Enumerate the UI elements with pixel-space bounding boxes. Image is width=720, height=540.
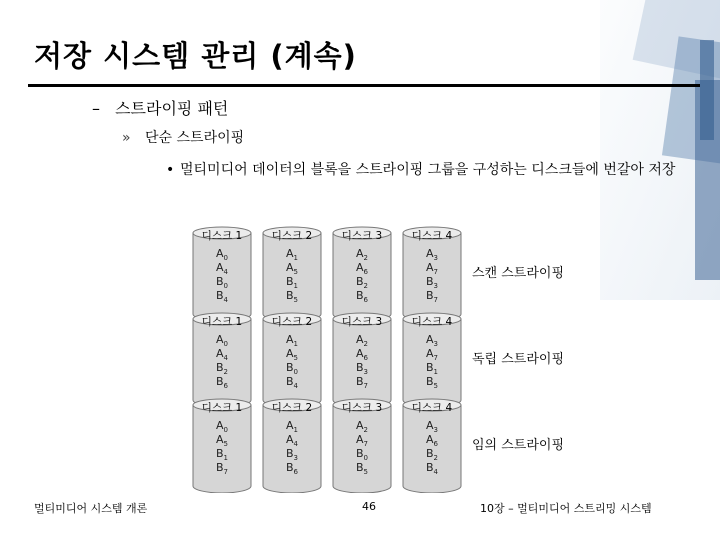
block-label: $A_1$	[286, 333, 298, 349]
dash-marker: –	[92, 99, 100, 118]
bullet-level2	[122, 127, 244, 147]
disk-label: 디스크 1	[201, 230, 243, 242]
block-label: $A_1$	[286, 419, 298, 435]
disk-cylinder	[262, 398, 322, 493]
block-label: $B_0$	[285, 361, 298, 377]
disk-label: 디스크 4	[411, 402, 453, 414]
block-label: $B_4$	[425, 461, 438, 477]
block-label: $B_1$	[285, 275, 298, 291]
disk-cylinder	[332, 398, 392, 493]
striping-scheme-label: 스캔 스트라이핑	[472, 266, 565, 281]
disk-label: 디스크 3	[341, 402, 383, 414]
disk-cylinder	[262, 312, 322, 407]
disk-cylinder	[402, 226, 462, 321]
disk-label: 디스크 2	[271, 316, 313, 328]
block-label: $A_7$	[426, 261, 438, 277]
block-label: $A_4$	[216, 261, 228, 277]
block-label: $B_2$	[425, 447, 438, 463]
block-label: $B_0$	[355, 447, 368, 463]
striping-scheme-label: 임의 스트라이핑	[472, 438, 565, 453]
disk-cylinder	[192, 398, 252, 493]
block-label: $B_5$	[355, 461, 368, 477]
disk-label: 디스크 4	[411, 316, 453, 328]
block-label: $A_0$	[216, 333, 228, 349]
block-label: $A_5$	[286, 347, 298, 363]
title-divider	[28, 84, 700, 87]
block-label: $A_6$	[356, 261, 368, 277]
block-label: $B_4$	[285, 375, 298, 391]
block-label: $A_0$	[216, 247, 228, 263]
block-label: $A_4$	[216, 347, 228, 363]
disk-label: 디스크 3	[341, 230, 383, 242]
block-label: $A_6$	[426, 433, 438, 449]
dot-marker: •	[166, 162, 175, 178]
block-label: $B_2$	[355, 275, 368, 291]
chevron-marker: »	[122, 130, 131, 146]
footer-chapter: 10장 – 멀티미디어 스트리밍 시스템	[480, 502, 652, 515]
block-label: $B_7$	[425, 289, 438, 305]
footer-page-number: 46	[362, 500, 376, 513]
disk-cylinder	[192, 226, 252, 321]
block-label: $B_3$	[425, 275, 438, 291]
disk-cylinder	[332, 226, 392, 321]
block-label: $B_0$	[215, 275, 228, 291]
block-label: $B_7$	[215, 461, 228, 477]
bullet-level1-text: 스트라이핑 패턴	[115, 99, 229, 118]
block-label: $A_1$	[286, 247, 298, 263]
disk-label: 디스크 3	[341, 316, 383, 328]
block-label: $B_1$	[425, 361, 438, 377]
block-label: $B_6$	[355, 289, 368, 305]
block-label: $A_3$	[426, 419, 438, 435]
block-label: $A_4$	[286, 433, 298, 449]
block-label: $A_3$	[426, 333, 438, 349]
disk-cylinder	[192, 312, 252, 407]
block-label: $B_7$	[355, 375, 368, 391]
disk-cylinder	[402, 398, 462, 493]
disk-label: 디스크 1	[201, 402, 243, 414]
disk-cylinder	[332, 312, 392, 407]
block-label: $A_0$	[216, 419, 228, 435]
disk-label: 디스크 2	[271, 230, 313, 242]
block-label: $B_6$	[215, 375, 228, 391]
block-label: $B_2$	[215, 361, 228, 377]
bullet-level2-text: 단순 스트라이핑	[145, 130, 245, 146]
corner-decoration	[600, 0, 720, 300]
block-label: $B_6$	[285, 461, 298, 477]
block-label: $A_7$	[356, 433, 368, 449]
block-label: $B_3$	[285, 447, 298, 463]
block-label: $B_3$	[355, 361, 368, 377]
block-label: $A_6$	[356, 347, 368, 363]
bullet-level1	[92, 96, 228, 119]
block-label: $A_7$	[426, 347, 438, 363]
bullet-level3	[166, 160, 686, 181]
disk-label: 디스크 1	[201, 316, 243, 328]
block-label: $A_2$	[356, 333, 368, 349]
slide-title: 저장 시스템 관리 (계속)	[34, 39, 357, 73]
disk-cylinder	[402, 312, 462, 407]
disk-label: 디스크 4	[411, 230, 453, 242]
footer-course: 멀티미디어 시스템 개론	[34, 502, 148, 515]
block-label: $A_2$	[356, 247, 368, 263]
block-label: $B_4$	[215, 289, 228, 305]
disk-label: 디스크 2	[271, 402, 313, 414]
block-label: $A_2$	[356, 419, 368, 435]
bullet-level3-text: 멀티미디어 데이터의 블록을 스트라이핑 그룹을 구성하는 디스크들에 번갈아 저장	[180, 162, 676, 178]
block-label: $A_5$	[216, 433, 228, 449]
block-label: $A_3$	[426, 247, 438, 263]
disk-cylinder	[262, 226, 322, 321]
block-label: $B_5$	[425, 375, 438, 391]
block-label: $A_5$	[286, 261, 298, 277]
block-label: $B_5$	[285, 289, 298, 305]
striping-scheme-label: 독립 스트라이핑	[472, 352, 565, 367]
block-label: $B_1$	[215, 447, 228, 463]
